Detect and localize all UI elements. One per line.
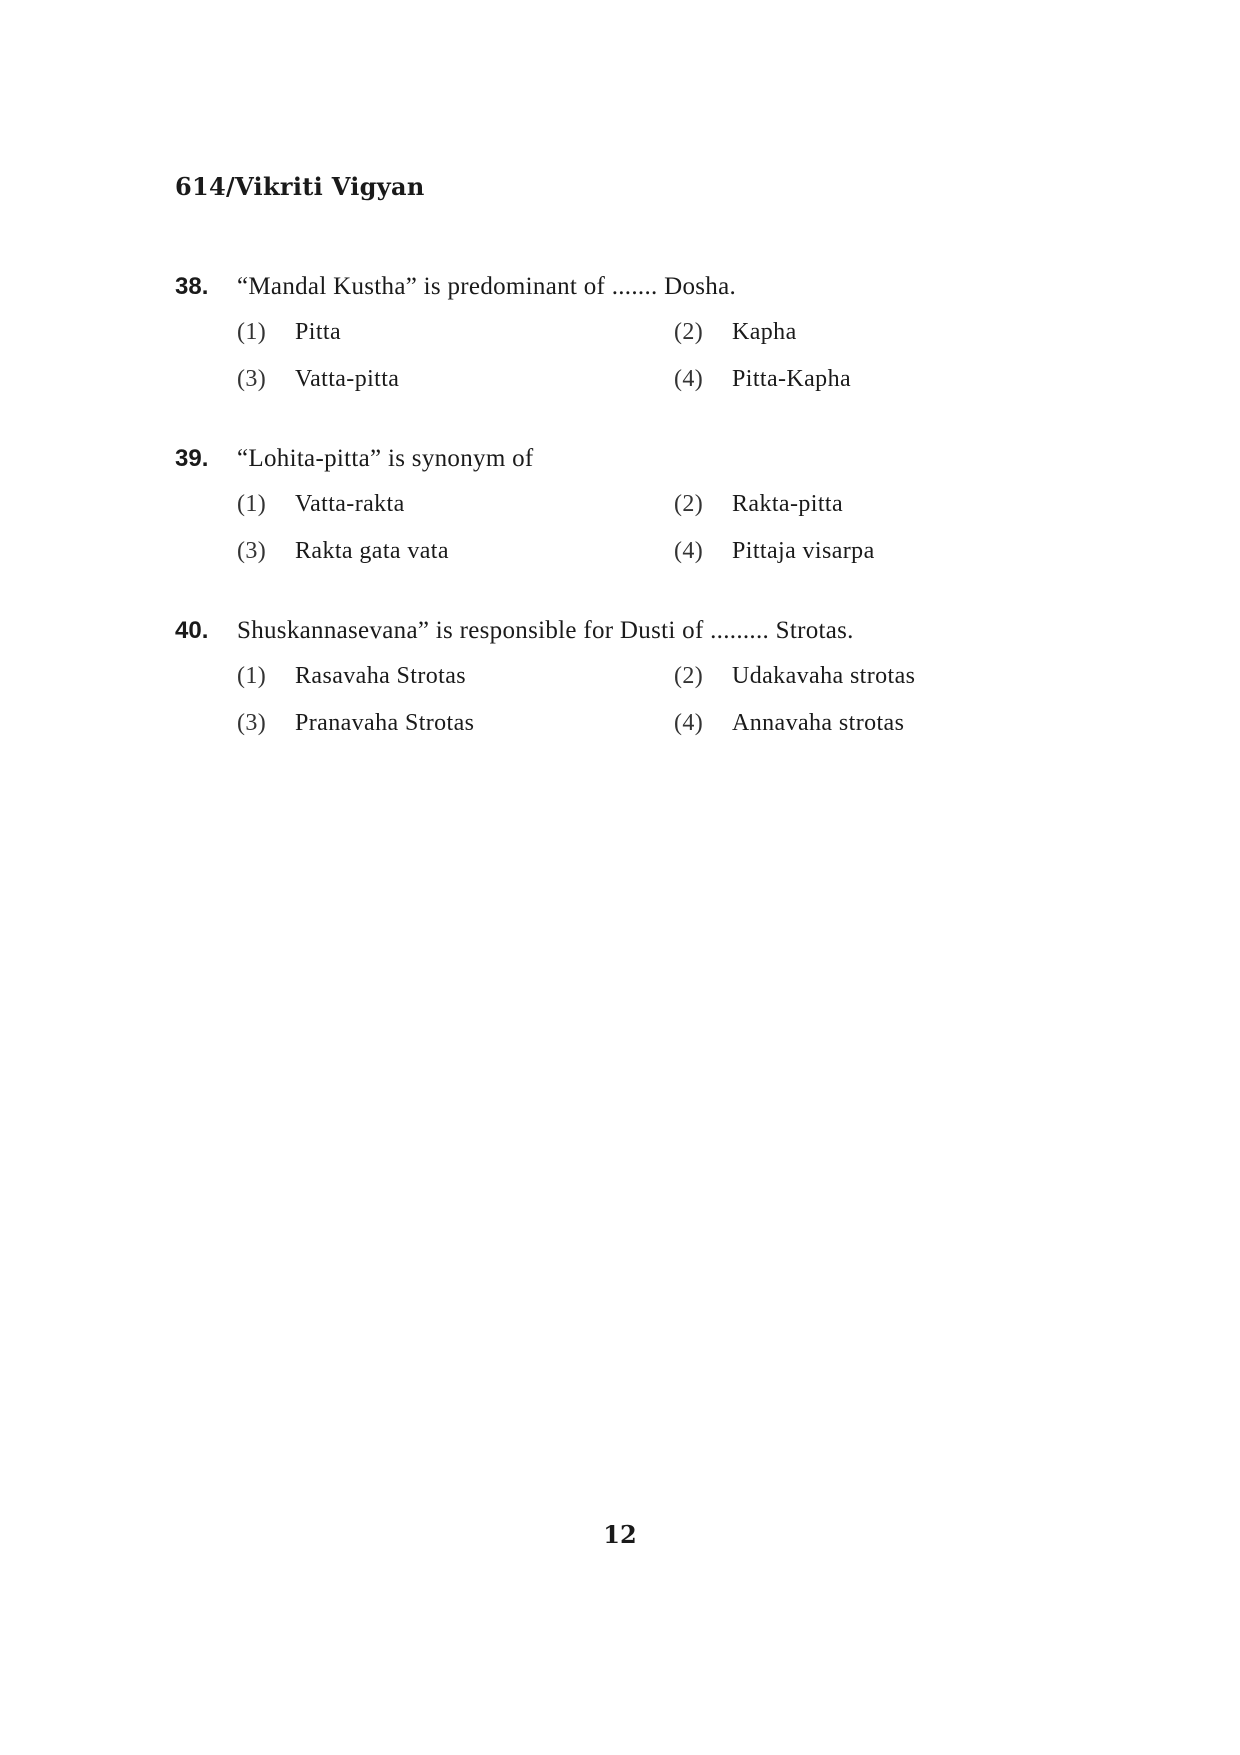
option-3 [237,710,474,737]
option-row [237,710,1055,757]
option-3 [237,366,399,393]
option-label: Rasavaha Strotas [295,663,467,689]
question-stem [175,617,1055,651]
question-38 [175,273,1055,413]
question-text: “Mandal Kustha” is predominant of ....... Dosha. [237,273,737,300]
question-40 [175,617,1055,757]
option-label: Pranavaha Strotas [295,710,475,736]
option-row [237,663,1055,710]
option-1 [237,319,341,346]
question-number: 40. [175,617,209,644]
option-label: Rakta-pitta [732,491,844,517]
option-index: (3) [237,710,267,736]
question-text: Shuskannasevana” is responsible for Dusti of ......... Strotas. [237,617,854,644]
option-label: Vatta-pitta [295,366,400,392]
question-stem [175,445,1055,479]
option-row [237,491,1055,538]
option-label: Kapha [732,319,797,345]
option-index: (2) [674,319,704,345]
option-row [237,366,1055,413]
option-list [237,663,1055,757]
page-number: 12 [603,1520,637,1549]
option-label: Vatta-rakta [295,491,405,517]
option-label: Pittaja visarpa [732,538,875,564]
question-39 [175,445,1055,585]
option-3 [237,538,449,565]
option-index: (2) [674,663,704,689]
option-index: (3) [237,366,267,392]
option-index: (4) [674,710,704,736]
option-label: Pitta-Kapha [732,366,852,392]
option-label: Pitta [295,319,342,345]
option-4 [674,366,851,393]
option-index: (1) [237,663,267,689]
option-4 [674,538,875,565]
option-index: (2) [674,491,704,517]
question-number: 38. [175,273,209,300]
option-label: Rakta gata vata [295,538,449,564]
option-2 [674,491,843,518]
option-label: Udakavaha strotas [732,663,916,689]
option-list [237,319,1055,413]
option-index: (1) [237,319,267,345]
question-number: 39. [175,445,209,472]
option-2 [674,319,797,346]
option-index: (1) [237,491,267,517]
question-stem [175,273,1055,307]
option-index: (3) [237,538,267,564]
option-2 [674,663,915,690]
option-4 [674,710,904,737]
question-text: “Lohita-pitta” is synonym of [237,445,534,472]
option-label: Annavaha strotas [732,710,905,736]
option-index: (4) [674,538,704,564]
paper-title: 614/Vikriti Vigyan [175,172,425,201]
option-1 [237,663,466,690]
option-list [237,491,1055,585]
option-index: (4) [674,366,704,392]
option-row [237,319,1055,366]
option-1 [237,491,405,518]
option-row [237,538,1055,585]
